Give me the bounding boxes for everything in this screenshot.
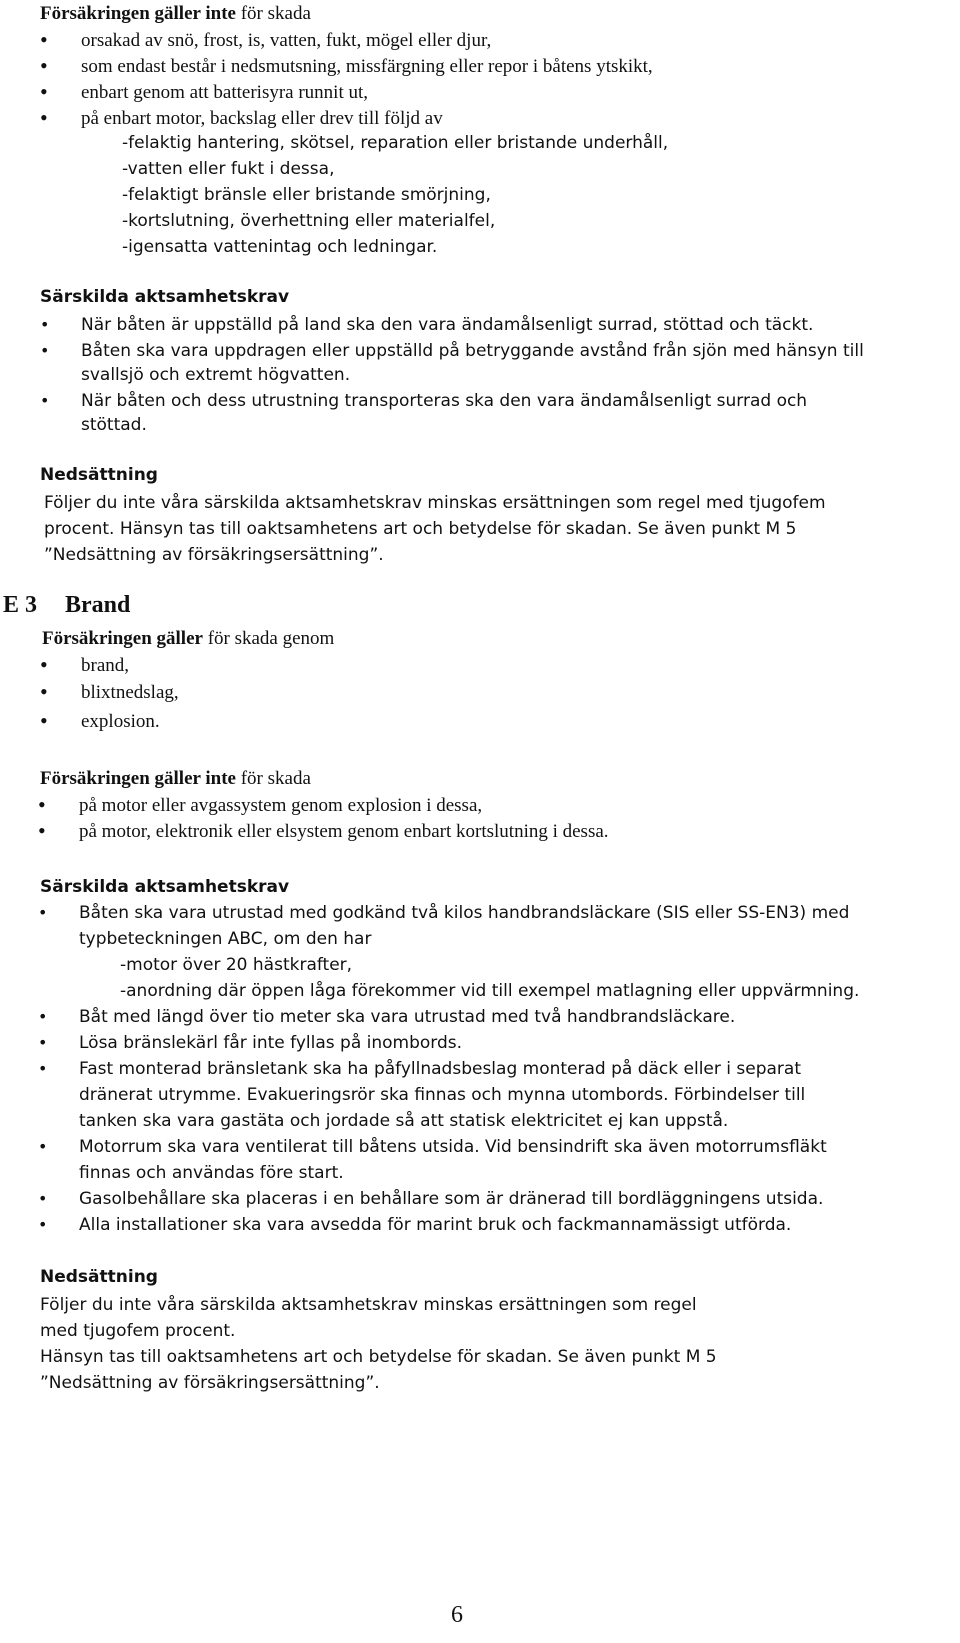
- heading-rest: för skada: [235, 3, 311, 24]
- paragraph-line: Följer du inte våra särskilda aktsamhetskrav minskas ersättningen som regel: [40, 1295, 697, 1315]
- sub-item: -felaktigt bränsle eller bristande smörjning,: [122, 185, 491, 205]
- paragraph-line: procent. Hänsyn tas till oaktsamhetens art och betydelse för skadan. Se även punkt M 5: [44, 519, 797, 539]
- sub-item: -motor över 20 hästkrafter,: [120, 955, 353, 975]
- list-item: • Fast monterad bränsletank ska ha påfyllnadsbeslag monterad på däck eller i separat: [79, 1061, 801, 1078]
- heading-bold: Försäkringen gäller inte: [40, 768, 236, 789]
- list-item: • som endast består i nedsmutsning, missfärgning eller repor i båtens ytskikt,: [81, 57, 653, 76]
- list-item: • orsakad av snö, frost, is, vatten, fukt, mögel eller djur,: [81, 31, 491, 50]
- sub-item: -kortslutning, överhettning eller materialfel,: [122, 211, 496, 231]
- section-heading-coverage: [42, 629, 334, 648]
- list-item-continuation: tanken ska vara gastäta och jordade så att statisk elektricitet ej kan uppstå.: [79, 1111, 729, 1131]
- section-heading-care-requirements: Särskilda aktsamhetskrav: [40, 287, 290, 307]
- list-item: • brand,: [81, 656, 129, 675]
- list-item: • Gasolbehållare ska placeras i en behållare som är dränerad till bordläggningens utsida.: [79, 1191, 823, 1208]
- list-item: • på enbart motor, backslag eller drev till följd av: [81, 109, 443, 128]
- paragraph-line: ”Nedsättning av försäkringsersättning”.: [44, 545, 384, 565]
- list-item: • enbart genom att batterisyra runnit ut,: [81, 83, 368, 102]
- list-item: • blixtnedslag,: [81, 683, 179, 702]
- list-item: • Båt med längd över tio meter ska vara utrustad med två handbrandsläckare.: [79, 1009, 735, 1026]
- list-item-continuation: finnas och användas före start.: [79, 1163, 344, 1183]
- list-item-continuation: dränerat utrymme. Evakueringsrör ska finnas och mynna utombords. Förbindelser till: [79, 1085, 806, 1105]
- sub-item: -igensatta vattenintag och ledningar.: [122, 237, 438, 257]
- heading-bold: Försäkringen gäller inte: [40, 3, 236, 24]
- sub-item: -felaktig hantering, skötsel, reparation eller bristande underhåll,: [122, 133, 669, 153]
- list-item: • När båten och dess utrustning transporteras ska den vara ändamålsenligt surrad och: [81, 393, 807, 410]
- list-item-continuation: svallsjö och extremt högvatten.: [81, 365, 351, 385]
- list-item: • Alla installationer ska vara avsedda för marint bruk och fackmannamässigt utförda.: [79, 1217, 791, 1234]
- list-item: • Båten ska vara utrustad med godkänd två kilos handbrandsläckare (SIS eller SS-EN3) med: [79, 905, 849, 922]
- paragraph-line: Följer du inte våra särskilda aktsamhetskrav minskas ersättningen som regel med tjugofem: [44, 493, 826, 513]
- section-title: Brand: [65, 592, 131, 618]
- list-item-continuation: typbeteckningen ABC, om den har: [79, 929, 372, 949]
- list-item: • på motor eller avgassystem genom explosion i dessa,: [79, 796, 482, 815]
- heading-rest: för skada: [235, 768, 311, 789]
- list-item: • När båten är uppställd på land ska den vara ändamålsenligt surrad, stöttad och täckt.: [81, 317, 813, 334]
- sub-item: -vatten eller fukt i dessa,: [122, 159, 335, 179]
- paragraph-line: med tjugofem procent.: [40, 1321, 236, 1341]
- section-heading-reduction: Nedsättning: [40, 1267, 158, 1287]
- section-heading-reduction: Nedsättning: [40, 465, 158, 485]
- list-item: • Båten ska vara uppdragen eller uppställd på betryggande avstånd från sjön med hänsyn till: [81, 343, 864, 360]
- list-item: • Lösa bränslekärl får inte fyllas på inombords.: [79, 1035, 462, 1052]
- section-number: E 3: [3, 592, 38, 618]
- paragraph-line: ”Nedsättning av försäkringsersättning”.: [40, 1373, 380, 1393]
- paragraph-line: Hänsyn tas till oaktsamhetens art och betydelse för skadan. Se även punkt M 5: [40, 1347, 717, 1367]
- list-item: • Motorrum ska vara ventilerat till båtens utsida. Vid bensindrift ska även motorrumsfläkt: [79, 1139, 827, 1156]
- list-item: • på motor, elektronik eller elsystem genom enbart kortslutning i dessa.: [79, 822, 609, 841]
- list-item: • explosion.: [81, 712, 160, 731]
- heading-rest: för skada genom: [202, 628, 335, 649]
- sub-item: -anordning där öppen låga förekommer vid till exempel matlagning eller uppvärmning.: [120, 981, 860, 1001]
- section-heading-exclusions: [40, 4, 311, 23]
- page-number: 6: [451, 1602, 463, 1628]
- section-heading-exclusions: [40, 769, 311, 788]
- heading-bold: Försäkringen gäller: [42, 628, 203, 649]
- section-heading-care-requirements: Särskilda aktsamhetskrav: [40, 877, 290, 897]
- list-item-continuation: stöttad.: [81, 415, 147, 435]
